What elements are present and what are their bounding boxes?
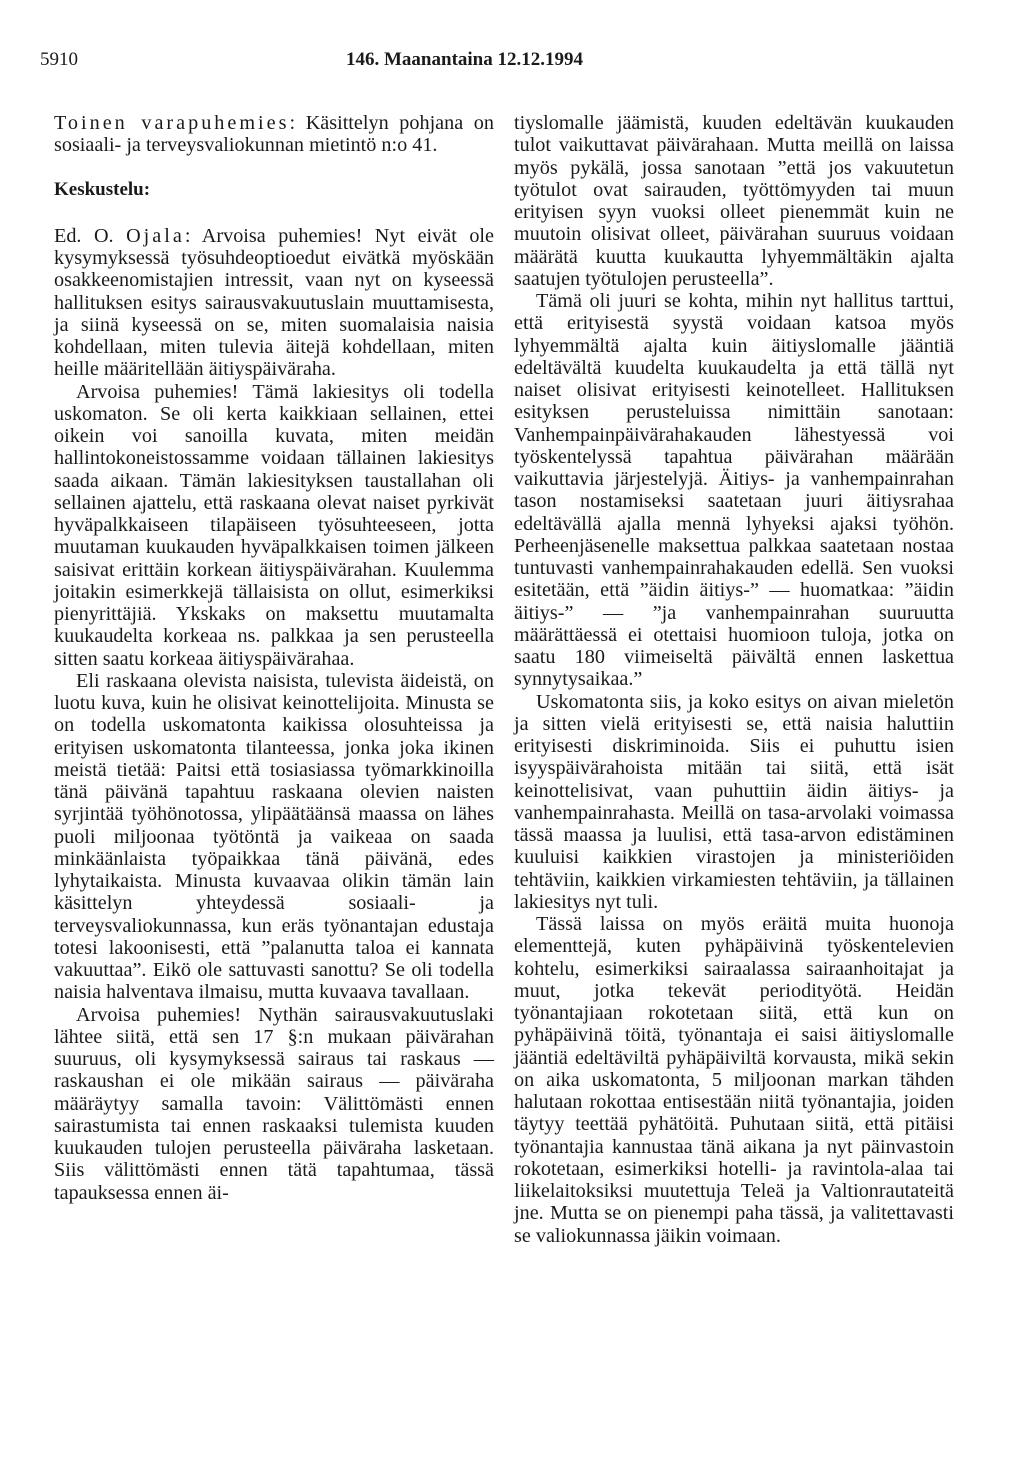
- right-column: [514, 112, 954, 1247]
- speech-paragraph: Tämä oli juuri se kohta, mihin nyt hallitus tarttui, että erityisestä syystä voidaan katsoa myös lyhyemmältä ajalta kuin äitiyslomalle jääntiä edeltävältä kuudelta kuukaudelta ja että tällä nyt naiset olisivat erityisesti keinotelleet. Hallituksen esityksen perusteluissa nimittäin sanotaan: Vanhempainpäivärahakauden lähestyessä voi työskentelyssä tapahtua päivärahan määrään vaikuttavia järjestelyjä. Äitiys- ja vanhempainrahan tason nostamiseksi saatetaan juuri äitiysrahaa edeltävällä ajalla mennä lyhyeksi ajaksi työhön. Perheenjäsenelle maksettua palkkaa saatetaan nostaa tuntuvasti vanhempainrahakauden edellä. Sen vuoksi esitetään, että ”äidin äitiys-” — huomatkaa: ”äidin äitiys-” — ”ja vanhempainrahan suuruutta määrättäessä ei otettaisi huomioon tuloja, jotka on saatu 180 viimeiseltä päivältä ennen laskettua synnytysaikaa.”: [514, 290, 954, 691]
- speech-paragraph: Tässä laissa on myös eräitä muita huonoja elementtejä, kuten pyhäpäivinä työskentelevien kohtelu, esimerkiksi sairaalassa sairaanhoitajat ja muut, jotka tekevät periodityötä. Heidän työnantajiaan rokotetaan siitä, että kun on pyhäpäivinä töitä, työnantaja ei saisi äitiyslomalle jääntiä edeltäviltä pyhäpäiviltä korvausta, mikä sekin on aika uskomatonta, 5 miljoonan markan tähden halutaan rokottaa entisestään niitä työnantajia, joiden täytyy teettää pyhätöitä. Puhutaan siitä, että pitäisi työnantajia kannustaa tänä aikana ja nyt päinvastoin rokotetaan, esimerkiksi hotelli- ja ravintola-alaa tai liikelaitoksiksi muutettuja Teleä ja Valtionrautateitä jne. Mutta se on pienempi paha tässä, ja valitettavasti se valiokunnassa jäikin voimaan.: [514, 913, 954, 1247]
- running-head: 146. Maanantaina 12.12.1994: [346, 49, 583, 70]
- speech-paragraph: Eli raskaana olevista naisista, tulevista äideistä, on luotu kuva, kuin he olisivat keinottelijoita. Minusta se on todella uskomatonta kaikissa olosuhteissa ja erityisen uskomatonta tilanteessa, jonka joka ikinen meistä tietää: Paitsi että tosiasiassa työmarkkinoilla tänä päivänä tapahtuu raskaana olevien naisten syrjintää työhönotossa, ylipäätäänsä maassa on lähes puoli miljoonaa työtöntä ja vaikeaa on saada minkäänlaista työpaikkaa tänä päivänä, edes lyhytaikaista. Minusta kuvaavaa olikin tämän lain käsittelyn yhteydessä sosiaali- ja terveysvaliokunnassa, kun eräs työnantajan edustaja totesi lakoonisesti, että ”palanutta taloa ei kannata vakuuttaa”. Eikö ole sattuvasti sanottu? Se oli todella naisia halventava ilmaisu, mutta kuvaava tavallaan.: [54, 669, 494, 1004]
- speaker-title: Ed. O.: [54, 224, 127, 247]
- speech-paragraph: Arvoisa puhemies! Tämä lakiesitys oli todella uskomaton. Se oli kerta kaikkiaan sellainen, ettei oikein voi sanoilla kuvata, miten meidän hallintokoneistossamme voidaan tällainen lakiesitys saada aikaan. Tämän lakiesityksen taustallahan oli sellainen ajattelu, että raskaana olevat naiset pyrkivät hyväpalkkaiseen tilapäiseen työsuhteeseen, jotta muutaman kuukauden hyväpalkkaisen toimen jälkeen saisivat erittäin korkean äitiyspäivärahan. Kuulemma joitakin esimerkkejä tällaisista on ollut, esimerkiksi pienyrittäjiä. Ykskaks on maksettu muutamalta kuukaudelta korkeaa ns. palkkaa ja sen perusteella sitten saatu korkeaa äitiyspäivärahaa.: [54, 380, 494, 670]
- left-column: [54, 112, 494, 1204]
- page-header: [40, 49, 984, 79]
- page-number: 5910: [40, 49, 78, 70]
- speech-paragraph: Uskomatonta siis, ja koko esitys on aivan mieletön ja sitten vielä erityisesti se, että naisia haluttiin erityisesti diskriminoida. Siis ei puhuttu isien isyyspäivärahoista mitään tai siitä, että isät keinottelisivat, vaan puhuttiin äidin äitiys- ja vanhempainrahasta. Meillä on tasa-arvolaki voimassa tässä maassa ja luulisi, että tasa-arvon edistäminen kuuluisi kaikkien virastojen ja ministeriöiden tehtäviin, kaikkien virkamiesten tehtäviin, ja tällainen lakiesitys nyt tuli.: [514, 690, 954, 913]
- section-subheading: Keskustelu:: [54, 178, 151, 200]
- speech-paragraph: Arvoisa puhemies! Nythän sairausvakuutuslaki lähtee siitä, että sen 17 §:n mukaan päivärahan suuruus, oli kysymyksessä sairaus tai raskaus — raskaushan ei ole mikään sairaus — päiväraha määräytyy samalla tavoin: Välittömästi ennen sairastumista tai ennen raskaaksi tulemista kuuden kuukauden tulojen perusteella päiväraha lasketaan. Siis välittömästi ennen tätä tapahtumaa, tässä tapauksessa ennen äi-: [54, 1003, 494, 1204]
- speaker-name: Ojala: [126, 224, 185, 247]
- intro-text: : Käsittelyn pohjana on sosiaali- ja terveysvaliokunnan mietintö n:o 41.: [54, 112, 494, 157]
- speech-paragraph: [54, 225, 494, 381]
- speaker-name: Toinen varapuhemies: [54, 112, 290, 134]
- speech-paragraph-continued: tiyslomalle jäämistä, kuuden edeltävän kuukauden tulot vaikuttavat päivärahaan. Mutta meillä on laissa myös pykälä, jossa sanotaan ”että jos vakuutetun työtulot ovat sairauden, työttömyyden tai muun erityisen syyn vuoksi olleet pienemmät kuin ne muutoin olisivat olleet, päivärahan suuruus voidaan määrätä kuutta kuukautta lyhyemmältäkin ajalta saatujen työtulojen perusteella”.: [514, 112, 954, 290]
- speech-text: : Arvoisa puhemies! Nyt eivät ole kysymyksessä työsuhdeoptioedut eivätkä myöskään osakkeenomistajien intressit, vaan nyt on kyseessä hallituksen esitys sairausvakuutuslain muuttamisesta, ja siinä kyseessä on se, miten suomalaisia naisia kohdellaan, miten tulevia äitejä kohdellaan, miten heille määritellään äitiyspäiväraha.: [54, 224, 494, 381]
- intro-paragraph: [54, 112, 494, 157]
